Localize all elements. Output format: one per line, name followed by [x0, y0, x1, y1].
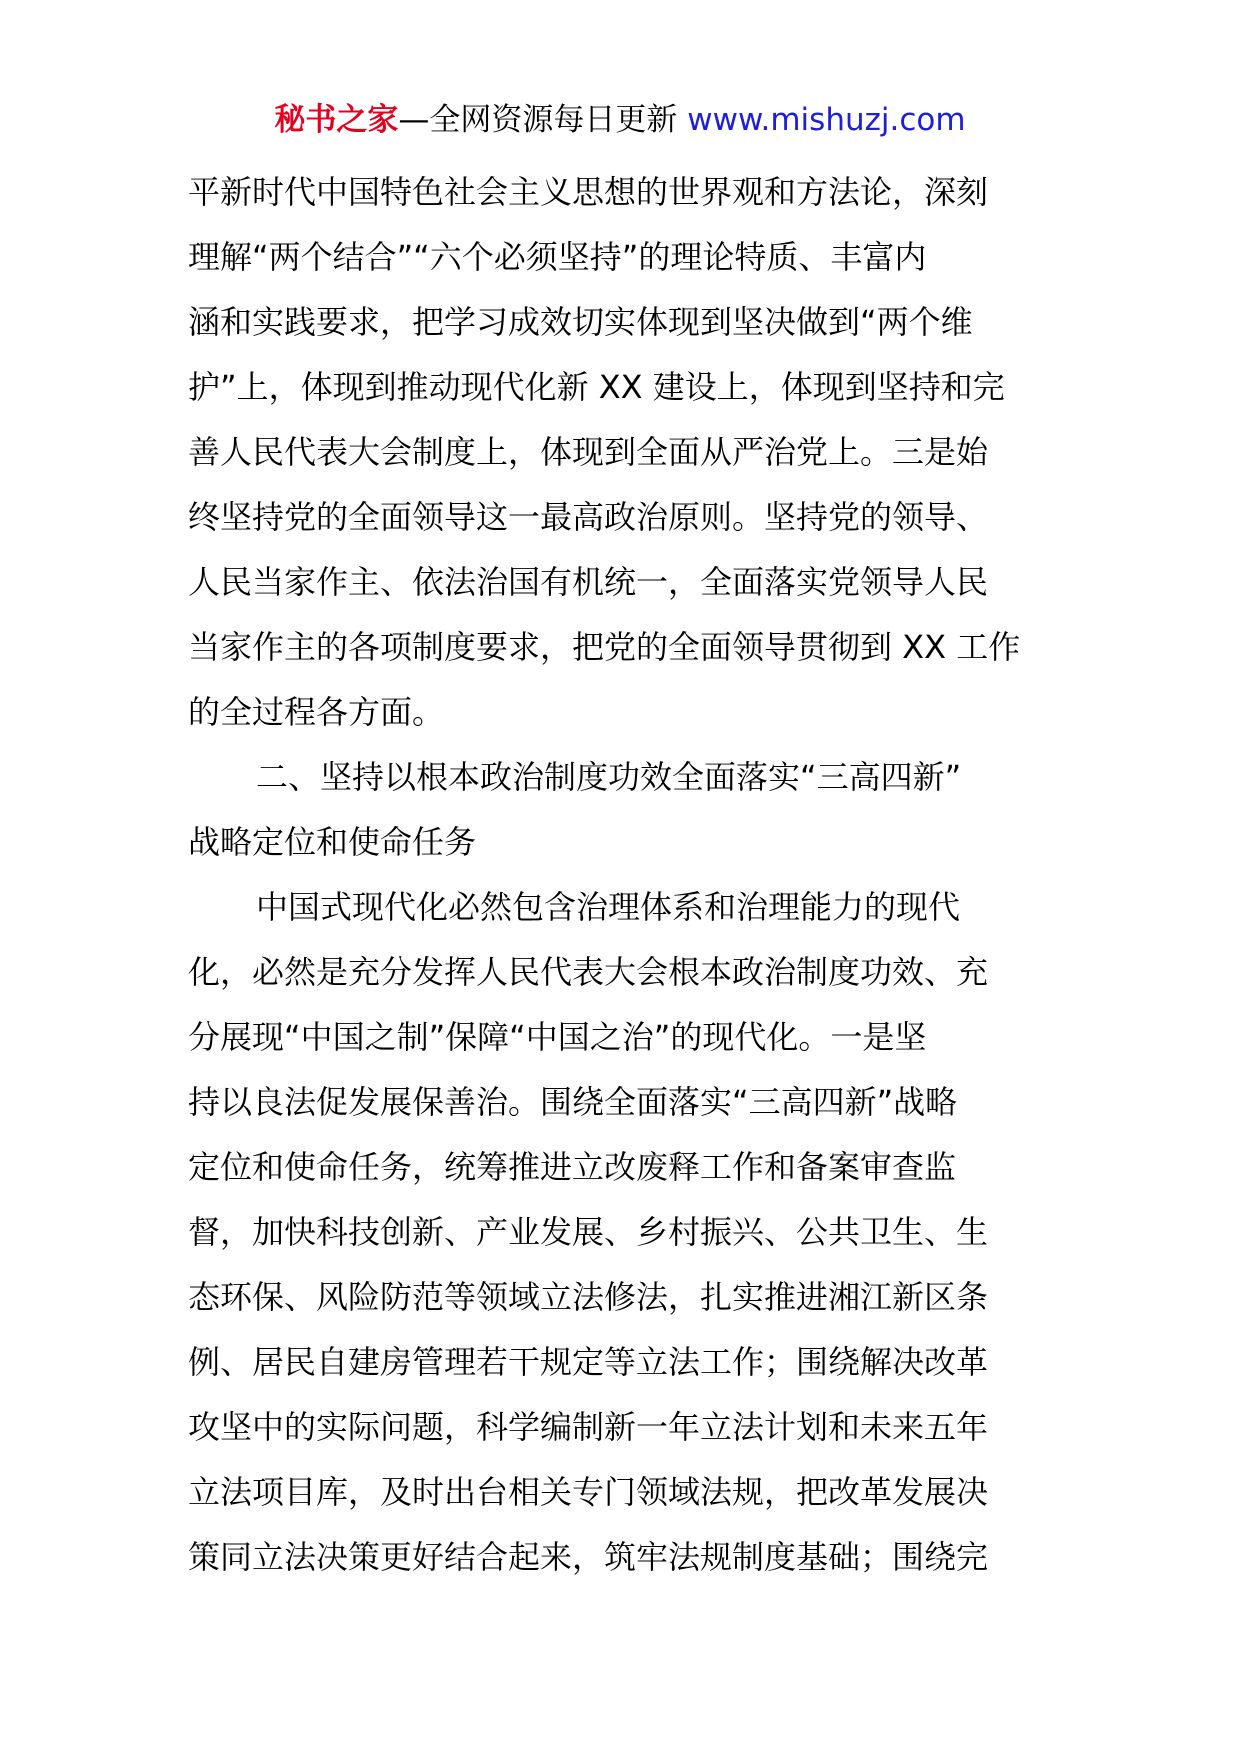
text-line: 理解“两个结合”“六个必须坚持”的理论特质、丰富内 [188, 238, 927, 276]
document-body [188, 160, 1058, 1590]
header-brand: 秘书之家 [274, 102, 399, 138]
paragraph-start: 中国式现代化必然包含治理体系和治理能力的现代 [256, 888, 961, 926]
text-line: 当家作主的各项制度要求，把党的全面领导贯彻到 XX 工作 [188, 628, 1021, 666]
text-line: 终坚持党的全面领导这一最高政治原则。坚持党的领导、 [188, 498, 989, 536]
section-heading-continued: 战略定位和使命任务 [188, 823, 477, 861]
header-url: www.mishuzj.com [687, 102, 966, 138]
text-line: 定位和使命任务，统筹推进立改废释工作和备案审查监 [188, 1148, 957, 1186]
text-line: 的全过程各方面。 [188, 693, 445, 731]
text-line: 护”上，体现到推动现代化新 XX 建设上，体现到坚持和完 [188, 368, 1005, 406]
section-heading: 二、坚持以根本政治制度功效全面落实“三高四新” [256, 758, 962, 796]
text-line: 分展现“中国之制”保障“中国之治”的现代化。一是坚 [188, 1018, 927, 1056]
header-slogan: —全网资源每日更新 [398, 102, 688, 138]
page-header [0, 98, 1240, 142]
text-line: 人民当家作主、依法治国有机统一，全面落实党领导人民 [188, 563, 989, 601]
text-line: 善人民代表大会制度上，体现到全面从严治党上。三是始 [188, 433, 989, 471]
text-line: 策同立法决策更好结合起来，筑牢法规制度基础；围绕完 [188, 1538, 989, 1576]
text-line: 平新时代中国特色社会主义思想的世界观和方法论，深刻 [188, 173, 989, 211]
text-line: 立法项目库，及时出台相关专门领域法规，把改革发展决 [188, 1473, 989, 1511]
text-line: 攻坚中的实际问题，科学编制新一年立法计划和未来五年 [188, 1408, 989, 1446]
text-line: 持以良法促发展保善治。围绕全面落实“三高四新”战略 [188, 1083, 958, 1121]
text-line: 督，加快科技创新、产业发展、乡村振兴、公共卫生、生 [188, 1213, 989, 1251]
text-line: 例、居民自建房管理若干规定等立法工作；围绕解决改革 [188, 1343, 989, 1381]
text-line: 涵和实践要求，把学习成效切实体现到坚决做到“两个维 [188, 303, 973, 341]
text-line: 态环保、风险防范等领域立法修法，扎实推进湘江新区条 [188, 1278, 989, 1316]
text-line: 化，必然是充分发挥人民代表大会根本政治制度功效、充 [188, 953, 989, 991]
